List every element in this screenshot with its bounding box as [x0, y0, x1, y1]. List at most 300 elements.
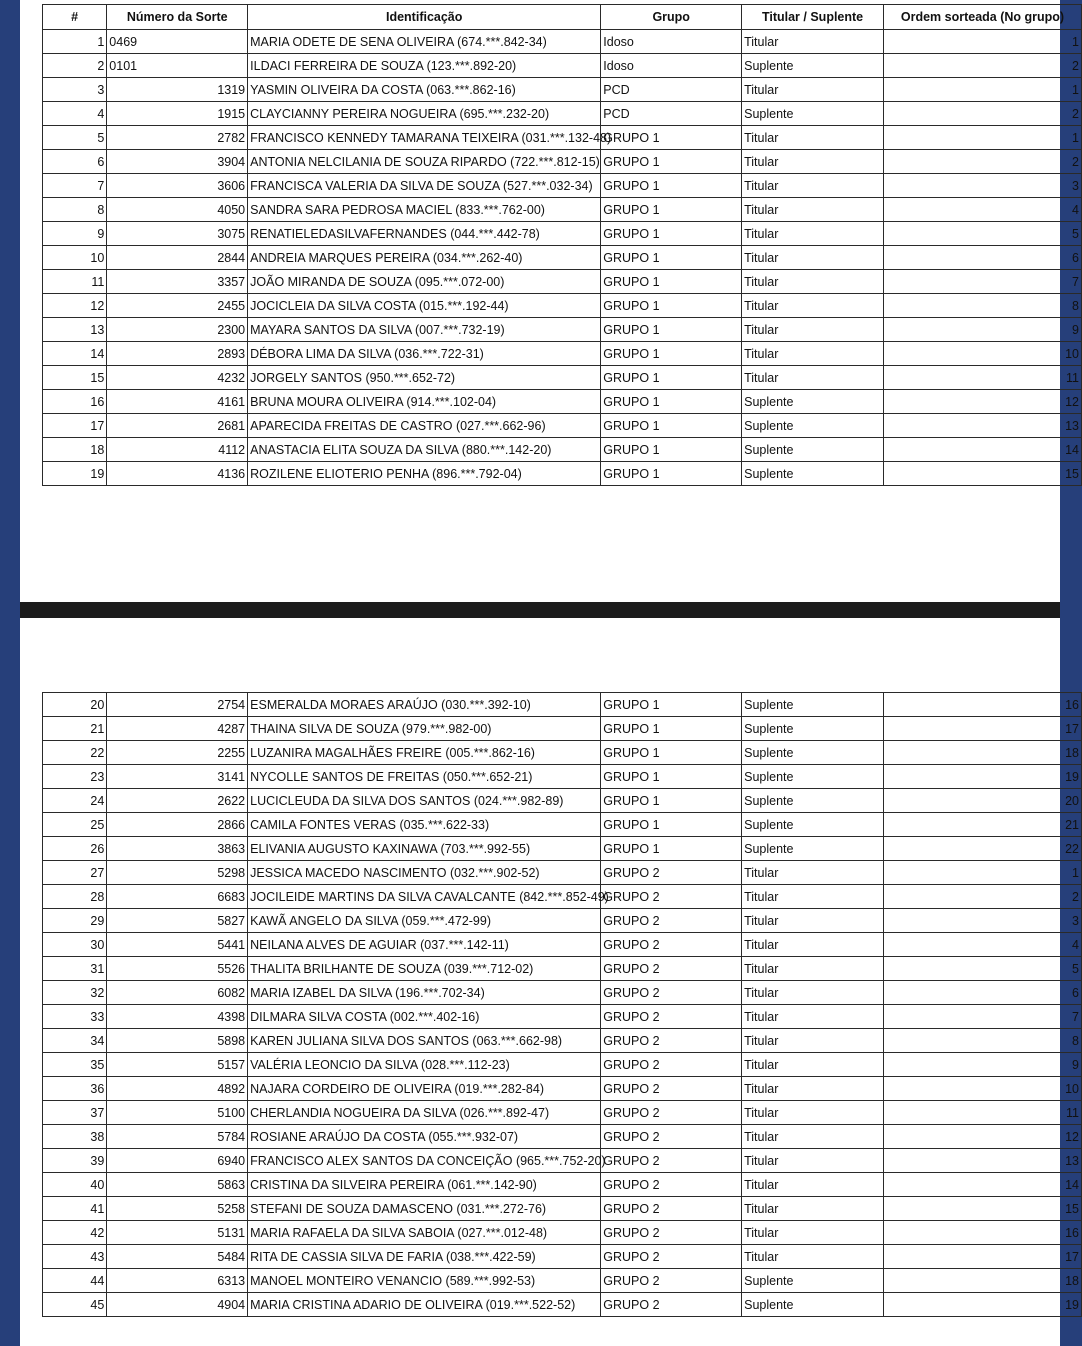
table-row: [43, 933, 1082, 957]
cell-group: GRUPO 1: [601, 150, 742, 174]
cell-identification: BRUNA MOURA OLIVEIRA (914.***.102-04): [248, 390, 601, 414]
cell-identification: DILMARA SILVA COSTA (002.***.402-16): [248, 1005, 601, 1029]
cell-holder-substitute: Suplente: [742, 462, 884, 486]
document-page-1: [20, 0, 1079, 602]
cell-group: GRUPO 2: [601, 933, 742, 957]
cell-holder-substitute: Titular: [742, 318, 884, 342]
cell-holder-substitute: Titular: [742, 957, 884, 981]
cell-holder-substitute: Suplente: [742, 102, 884, 126]
cell-index: 10: [43, 246, 107, 270]
cell-holder-substitute: Titular: [742, 909, 884, 933]
cell-group: GRUPO 1: [601, 126, 742, 150]
cell-group: GRUPO 2: [601, 909, 742, 933]
cell-index: 30: [43, 933, 107, 957]
cell-group: PCD: [601, 78, 742, 102]
cell-holder-substitute: Titular: [742, 30, 884, 54]
cell-identification: NYCOLLE SANTOS DE FREITAS (050.***.652-21): [248, 765, 601, 789]
cell-group: GRUPO 2: [601, 1125, 742, 1149]
table-row: [43, 717, 1082, 741]
table-row: [43, 837, 1082, 861]
cell-index: 42: [43, 1221, 107, 1245]
table-row: [43, 246, 1082, 270]
cell-lucky-number: 4398: [107, 1005, 248, 1029]
cell-identification: MARIA RAFAELA DA SILVA SABOIA (027.***.012-48): [248, 1221, 601, 1245]
cell-group: Idoso: [601, 54, 742, 78]
cell-lucky-number: 4161: [107, 390, 248, 414]
cell-index: 1: [43, 30, 107, 54]
cell-draw-order: 10: [883, 342, 1081, 366]
cell-index: 35: [43, 1053, 107, 1077]
cell-index: 21: [43, 717, 107, 741]
cell-draw-order: 3: [883, 174, 1081, 198]
table-row: [43, 1125, 1082, 1149]
cell-holder-substitute: Titular: [742, 78, 884, 102]
cell-index: 26: [43, 837, 107, 861]
cell-group: GRUPO 1: [601, 438, 742, 462]
table-row: [43, 1173, 1082, 1197]
table-row: [43, 390, 1082, 414]
cell-lucky-number: 4892: [107, 1077, 248, 1101]
cell-identification: JESSICA MACEDO NASCIMENTO (032.***.902-52): [248, 861, 601, 885]
cell-holder-substitute: Titular: [742, 174, 884, 198]
cell-lucky-number: 2754: [107, 693, 248, 717]
cell-identification: FRANCISCO KENNEDY TAMARANA TEIXEIRA (031.***.132-48): [248, 126, 601, 150]
cell-lucky-number: 6313: [107, 1269, 248, 1293]
table-row: [43, 1005, 1082, 1029]
table-row: [43, 1077, 1082, 1101]
cell-lucky-number: 4136: [107, 462, 248, 486]
cell-index: 31: [43, 957, 107, 981]
cell-holder-substitute: Titular: [742, 1077, 884, 1101]
table-header-row: [43, 5, 1082, 30]
cell-draw-order: 18: [883, 741, 1081, 765]
cell-index: 11: [43, 270, 107, 294]
draw-results-table-page-2: [42, 692, 1082, 1317]
cell-holder-substitute: Titular: [742, 246, 884, 270]
table-row: [43, 957, 1082, 981]
cell-index: 16: [43, 390, 107, 414]
cell-index: 2: [43, 54, 107, 78]
cell-draw-order: 1: [883, 861, 1081, 885]
table-row: [43, 414, 1082, 438]
cell-index: 40: [43, 1173, 107, 1197]
cell-identification: ELIVANIA AUGUSTO KAXINAWA (703.***.992-55): [248, 837, 601, 861]
cell-draw-order: 3: [883, 909, 1081, 933]
cell-draw-order: 2: [883, 54, 1081, 78]
cell-group: GRUPO 2: [601, 1293, 742, 1317]
cell-holder-substitute: Titular: [742, 885, 884, 909]
cell-holder-substitute: Suplente: [742, 741, 884, 765]
cell-index: 44: [43, 1269, 107, 1293]
cell-draw-order: 15: [883, 1197, 1081, 1221]
cell-holder-substitute: Titular: [742, 981, 884, 1005]
cell-index: 38: [43, 1125, 107, 1149]
cell-group: Idoso: [601, 30, 742, 54]
cell-draw-order: 7: [883, 270, 1081, 294]
cell-index: 36: [43, 1077, 107, 1101]
cell-draw-order: 9: [883, 318, 1081, 342]
cell-lucky-number: 4287: [107, 717, 248, 741]
cell-index: 41: [43, 1197, 107, 1221]
table-row: [43, 126, 1082, 150]
cell-identification: ESMERALDA MORAES ARAÚJO (030.***.392-10): [248, 693, 601, 717]
cell-identification: DÉBORA LIMA DA SILVA (036.***.722-31): [248, 342, 601, 366]
cell-holder-substitute: Titular: [742, 1197, 884, 1221]
cell-identification: JOCICLEIA DA SILVA COSTA (015.***.192-44): [248, 294, 601, 318]
cell-draw-order: 2: [883, 102, 1081, 126]
cell-index: 34: [43, 1029, 107, 1053]
cell-holder-substitute: Suplente: [742, 765, 884, 789]
cell-identification: ILDACI FERREIRA DE SOUZA (123.***.892-20): [248, 54, 601, 78]
table-row: [43, 1197, 1082, 1221]
cell-draw-order: 15: [883, 462, 1081, 486]
cell-holder-substitute: Titular: [742, 150, 884, 174]
cell-identification: KAREN JULIANA SILVA DOS SANTOS (063.***.662-98): [248, 1029, 601, 1053]
cell-draw-order: 19: [883, 765, 1081, 789]
cell-identification: THAINA SILVA DE SOUZA (979.***.982-00): [248, 717, 601, 741]
cell-draw-order: 11: [883, 366, 1081, 390]
cell-group: GRUPO 1: [601, 462, 742, 486]
cell-identification: JOÃO MIRANDA DE SOUZA (095.***.072-00): [248, 270, 601, 294]
cell-index: 14: [43, 342, 107, 366]
cell-lucky-number: 1915: [107, 102, 248, 126]
cell-group: GRUPO 2: [601, 1053, 742, 1077]
cell-group: GRUPO 1: [601, 222, 742, 246]
cell-index: 22: [43, 741, 107, 765]
cell-holder-substitute: Titular: [742, 1101, 884, 1125]
table-row: [43, 1269, 1082, 1293]
cell-lucky-number: 1319: [107, 78, 248, 102]
cell-draw-order: 5: [883, 222, 1081, 246]
table-row: [43, 741, 1082, 765]
cell-index: 28: [43, 885, 107, 909]
cell-index: 15: [43, 366, 107, 390]
cell-draw-order: 14: [883, 438, 1081, 462]
cell-draw-order: 8: [883, 294, 1081, 318]
header-identification: Identificação: [248, 5, 601, 30]
cell-draw-order: 4: [883, 198, 1081, 222]
cell-identification: ANDREIA MARQUES PEREIRA (034.***.262-40): [248, 246, 601, 270]
cell-index: 5: [43, 126, 107, 150]
table-row: [43, 1245, 1082, 1269]
cell-lucky-number: 5298: [107, 861, 248, 885]
table-row: [43, 150, 1082, 174]
cell-holder-substitute: Suplente: [742, 717, 884, 741]
cell-index: 24: [43, 789, 107, 813]
cell-group: GRUPO 1: [601, 174, 742, 198]
cell-identification: CLAYCIANNY PEREIRA NOGUEIRA (695.***.232-20): [248, 102, 601, 126]
cell-group: GRUPO 1: [601, 246, 742, 270]
page-divider: [20, 602, 1060, 618]
table-row: [43, 1221, 1082, 1245]
cell-lucky-number: 5100: [107, 1101, 248, 1125]
cell-index: 4: [43, 102, 107, 126]
cell-group: GRUPO 2: [601, 1221, 742, 1245]
cell-holder-substitute: Titular: [742, 1125, 884, 1149]
table-row: [43, 198, 1082, 222]
cell-holder-substitute: Titular: [742, 198, 884, 222]
cell-lucky-number: 3357: [107, 270, 248, 294]
table-row: [43, 693, 1082, 717]
cell-draw-order: 4: [883, 933, 1081, 957]
cell-holder-substitute: Titular: [742, 1005, 884, 1029]
cell-lucky-number: 2844: [107, 246, 248, 270]
cell-lucky-number: 0469: [107, 30, 248, 54]
cell-draw-order: 11: [883, 1101, 1081, 1125]
cell-index: 13: [43, 318, 107, 342]
cell-lucky-number: 2300: [107, 318, 248, 342]
cell-holder-substitute: Titular: [742, 1149, 884, 1173]
header-lucky-number: Número da Sorte: [107, 5, 248, 30]
table-row: [43, 78, 1082, 102]
cell-lucky-number: 6082: [107, 981, 248, 1005]
cell-lucky-number: 4232: [107, 366, 248, 390]
table-row: [43, 1149, 1082, 1173]
cell-lucky-number: 0101: [107, 54, 248, 78]
cell-group: GRUPO 2: [601, 885, 742, 909]
cell-draw-order: 10: [883, 1077, 1081, 1101]
cell-group: GRUPO 2: [601, 1101, 742, 1125]
cell-group: GRUPO 2: [601, 1149, 742, 1173]
cell-index: 25: [43, 813, 107, 837]
cell-index: 3: [43, 78, 107, 102]
cell-lucky-number: 5131: [107, 1221, 248, 1245]
cell-draw-order: 6: [883, 246, 1081, 270]
cell-holder-substitute: Titular: [742, 1029, 884, 1053]
cell-lucky-number: 3141: [107, 765, 248, 789]
cell-index: 45: [43, 1293, 107, 1317]
cell-identification: ROSIANE ARAÚJO DA COSTA (055.***.932-07): [248, 1125, 601, 1149]
cell-lucky-number: 2866: [107, 813, 248, 837]
cell-identification: ANTONIA NELCILANIA DE SOUZA RIPARDO (722.***.812-15): [248, 150, 601, 174]
cell-holder-substitute: Suplente: [742, 390, 884, 414]
cell-identification: VALÉRIA LEONCIO DA SILVA (028.***.112-23): [248, 1053, 601, 1077]
cell-index: 20: [43, 693, 107, 717]
draw-results-table-page-1: [42, 4, 1082, 486]
cell-identification: STEFANI DE SOUZA DAMASCENO (031.***.272-76): [248, 1197, 601, 1221]
cell-index: 8: [43, 198, 107, 222]
cell-holder-substitute: Suplente: [742, 837, 884, 861]
cell-lucky-number: 5526: [107, 957, 248, 981]
cell-index: 32: [43, 981, 107, 1005]
cell-holder-substitute: Suplente: [742, 1269, 884, 1293]
cell-draw-order: 13: [883, 414, 1081, 438]
cell-identification: ROZILENE ELIOTERIO PENHA (896.***.792-04): [248, 462, 601, 486]
cell-draw-order: 13: [883, 1149, 1081, 1173]
cell-group: GRUPO 1: [601, 717, 742, 741]
cell-lucky-number: 4904: [107, 1293, 248, 1317]
cell-holder-substitute: Suplente: [742, 789, 884, 813]
cell-draw-order: 1: [883, 126, 1081, 150]
cell-lucky-number: 5863: [107, 1173, 248, 1197]
cell-index: 17: [43, 414, 107, 438]
cell-draw-order: 1: [883, 78, 1081, 102]
cell-identification: MANOEL MONTEIRO VENANCIO (589.***.992-53): [248, 1269, 601, 1293]
table-row: [43, 366, 1082, 390]
cell-holder-substitute: Suplente: [742, 54, 884, 78]
cell-identification: FRANCISCA VALERIA DA SILVA DE SOUZA (527.***.032-34): [248, 174, 601, 198]
table-row: [43, 909, 1082, 933]
cell-identification: MARIA IZABEL DA SILVA (196.***.702-34): [248, 981, 601, 1005]
cell-index: 33: [43, 1005, 107, 1029]
cell-identification: THALITA BRILHANTE DE SOUZA (039.***.712-02): [248, 957, 601, 981]
table-row: [43, 813, 1082, 837]
cell-identification: MARIA ODETE DE SENA OLIVEIRA (674.***.842-34): [248, 30, 601, 54]
table-row: [43, 318, 1082, 342]
cell-index: 27: [43, 861, 107, 885]
cell-index: 29: [43, 909, 107, 933]
cell-draw-order: 2: [883, 885, 1081, 909]
cell-group: GRUPO 2: [601, 1269, 742, 1293]
cell-group: GRUPO 1: [601, 342, 742, 366]
header-index: #: [43, 5, 107, 30]
table-row: [43, 54, 1082, 78]
cell-lucky-number: 6940: [107, 1149, 248, 1173]
cell-lucky-number: 3075: [107, 222, 248, 246]
cell-lucky-number: 5157: [107, 1053, 248, 1077]
table-row: [43, 222, 1082, 246]
cell-identification: CHERLANDIA NOGUEIRA DA SILVA (026.***.892-47): [248, 1101, 601, 1125]
cell-identification: JOCILEIDE MARTINS DA SILVA CAVALCANTE (842.***.852-49): [248, 885, 601, 909]
table-row: [43, 438, 1082, 462]
cell-identification: LUZANIRA MAGALHÃES FREIRE (005.***.862-16): [248, 741, 601, 765]
cell-draw-order: 7: [883, 1005, 1081, 1029]
cell-group: GRUPO 2: [601, 1077, 742, 1101]
table-row: [43, 102, 1082, 126]
cell-holder-substitute: Titular: [742, 366, 884, 390]
cell-draw-order: 6: [883, 981, 1081, 1005]
cell-lucky-number: 2893: [107, 342, 248, 366]
cell-group: GRUPO 2: [601, 1005, 742, 1029]
cell-identification: ANASTACIA ELITA SOUZA DA SILVA (880.***.142-20): [248, 438, 601, 462]
cell-lucky-number: 2255: [107, 741, 248, 765]
table-row: [43, 1293, 1082, 1317]
cell-group: GRUPO 1: [601, 198, 742, 222]
cell-draw-order: 22: [883, 837, 1081, 861]
cell-index: 18: [43, 438, 107, 462]
cell-identification: NAJARA CORDEIRO DE OLIVEIRA (019.***.282-84): [248, 1077, 601, 1101]
cell-index: 23: [43, 765, 107, 789]
cell-holder-substitute: Suplente: [742, 1293, 884, 1317]
cell-holder-substitute: Suplente: [742, 693, 884, 717]
cell-lucky-number: 5827: [107, 909, 248, 933]
cell-draw-order: 21: [883, 813, 1081, 837]
cell-lucky-number: 3606: [107, 174, 248, 198]
cell-group: GRUPO 1: [601, 741, 742, 765]
cell-identification: CRISTINA DA SILVEIRA PEREIRA (061.***.142-90): [248, 1173, 601, 1197]
cell-identification: YASMIN OLIVEIRA DA COSTA (063.***.862-16): [248, 78, 601, 102]
cell-draw-order: 8: [883, 1029, 1081, 1053]
cell-group: GRUPO 2: [601, 1029, 742, 1053]
cell-index: 37: [43, 1101, 107, 1125]
cell-group: GRUPO 2: [601, 1197, 742, 1221]
cell-lucky-number: 2681: [107, 414, 248, 438]
cell-draw-order: 17: [883, 1245, 1081, 1269]
cell-lucky-number: 4050: [107, 198, 248, 222]
cell-identification: CAMILA FONTES VERAS (035.***.622-33): [248, 813, 601, 837]
table-row: [43, 174, 1082, 198]
table-row: [43, 789, 1082, 813]
cell-group: GRUPO 2: [601, 957, 742, 981]
table-row: [43, 1029, 1082, 1053]
cell-draw-order: 2: [883, 150, 1081, 174]
cell-identification: MARIA CRISTINA ADARIO DE OLIVEIRA (019.***.522-52): [248, 1293, 601, 1317]
cell-group: GRUPO 1: [601, 294, 742, 318]
cell-index: 7: [43, 174, 107, 198]
cell-holder-substitute: Titular: [742, 270, 884, 294]
cell-draw-order: 9: [883, 1053, 1081, 1077]
cell-holder-substitute: Titular: [742, 294, 884, 318]
cell-draw-order: 17: [883, 717, 1081, 741]
cell-draw-order: 12: [883, 1125, 1081, 1149]
cell-group: GRUPO 1: [601, 693, 742, 717]
cell-draw-order: 14: [883, 1173, 1081, 1197]
cell-draw-order: 12: [883, 390, 1081, 414]
cell-group: GRUPO 2: [601, 1245, 742, 1269]
cell-group: GRUPO 1: [601, 270, 742, 294]
cell-group: GRUPO 1: [601, 390, 742, 414]
cell-identification: JORGELY SANTOS (950.***.652-72): [248, 366, 601, 390]
cell-lucky-number: 5258: [107, 1197, 248, 1221]
header-holder-substitute: Titular / Suplente: [742, 5, 884, 30]
cell-group: GRUPO 1: [601, 789, 742, 813]
cell-holder-substitute: Titular: [742, 1245, 884, 1269]
cell-draw-order: 16: [883, 1221, 1081, 1245]
cell-holder-substitute: Titular: [742, 933, 884, 957]
header-group: Grupo: [601, 5, 742, 30]
cell-identification: NEILANA ALVES DE AGUIAR (037.***.142-11): [248, 933, 601, 957]
cell-lucky-number: 2622: [107, 789, 248, 813]
table-row: [43, 1101, 1082, 1125]
cell-holder-substitute: Titular: [742, 861, 884, 885]
cell-group: GRUPO 2: [601, 861, 742, 885]
cell-group: GRUPO 1: [601, 366, 742, 390]
cell-lucky-number: 2455: [107, 294, 248, 318]
table-row: [43, 861, 1082, 885]
cell-holder-substitute: Titular: [742, 1173, 884, 1197]
cell-identification: APARECIDA FREITAS DE CASTRO (027.***.662-96): [248, 414, 601, 438]
table-row: [43, 765, 1082, 789]
cell-group: PCD: [601, 102, 742, 126]
cell-lucky-number: 5484: [107, 1245, 248, 1269]
cell-lucky-number: 5898: [107, 1029, 248, 1053]
cell-holder-substitute: Titular: [742, 1221, 884, 1245]
cell-group: GRUPO 1: [601, 414, 742, 438]
cell-lucky-number: 5441: [107, 933, 248, 957]
cell-index: 39: [43, 1149, 107, 1173]
cell-draw-order: 16: [883, 693, 1081, 717]
cell-identification: FRANCISCO ALEX SANTOS DA CONCEIÇÃO (965.***.752-20): [248, 1149, 601, 1173]
cell-lucky-number: 5784: [107, 1125, 248, 1149]
cell-holder-substitute: Suplente: [742, 813, 884, 837]
cell-draw-order: 19: [883, 1293, 1081, 1317]
cell-index: 9: [43, 222, 107, 246]
table-row: [43, 270, 1082, 294]
cell-holder-substitute: Suplente: [742, 438, 884, 462]
cell-identification: RITA DE CASSIA SILVA DE FARIA (038.***.422-59): [248, 1245, 601, 1269]
table-row: [43, 342, 1082, 366]
cell-index: 19: [43, 462, 107, 486]
cell-holder-substitute: Suplente: [742, 414, 884, 438]
cell-holder-substitute: Titular: [742, 222, 884, 246]
cell-lucky-number: 4112: [107, 438, 248, 462]
cell-group: GRUPO 1: [601, 837, 742, 861]
document-page-2: [20, 618, 1079, 1346]
table-row: [43, 30, 1082, 54]
cell-identification: SANDRA SARA PEDROSA MACIEL (833.***.762-00): [248, 198, 601, 222]
table-row: [43, 294, 1082, 318]
cell-lucky-number: 3863: [107, 837, 248, 861]
